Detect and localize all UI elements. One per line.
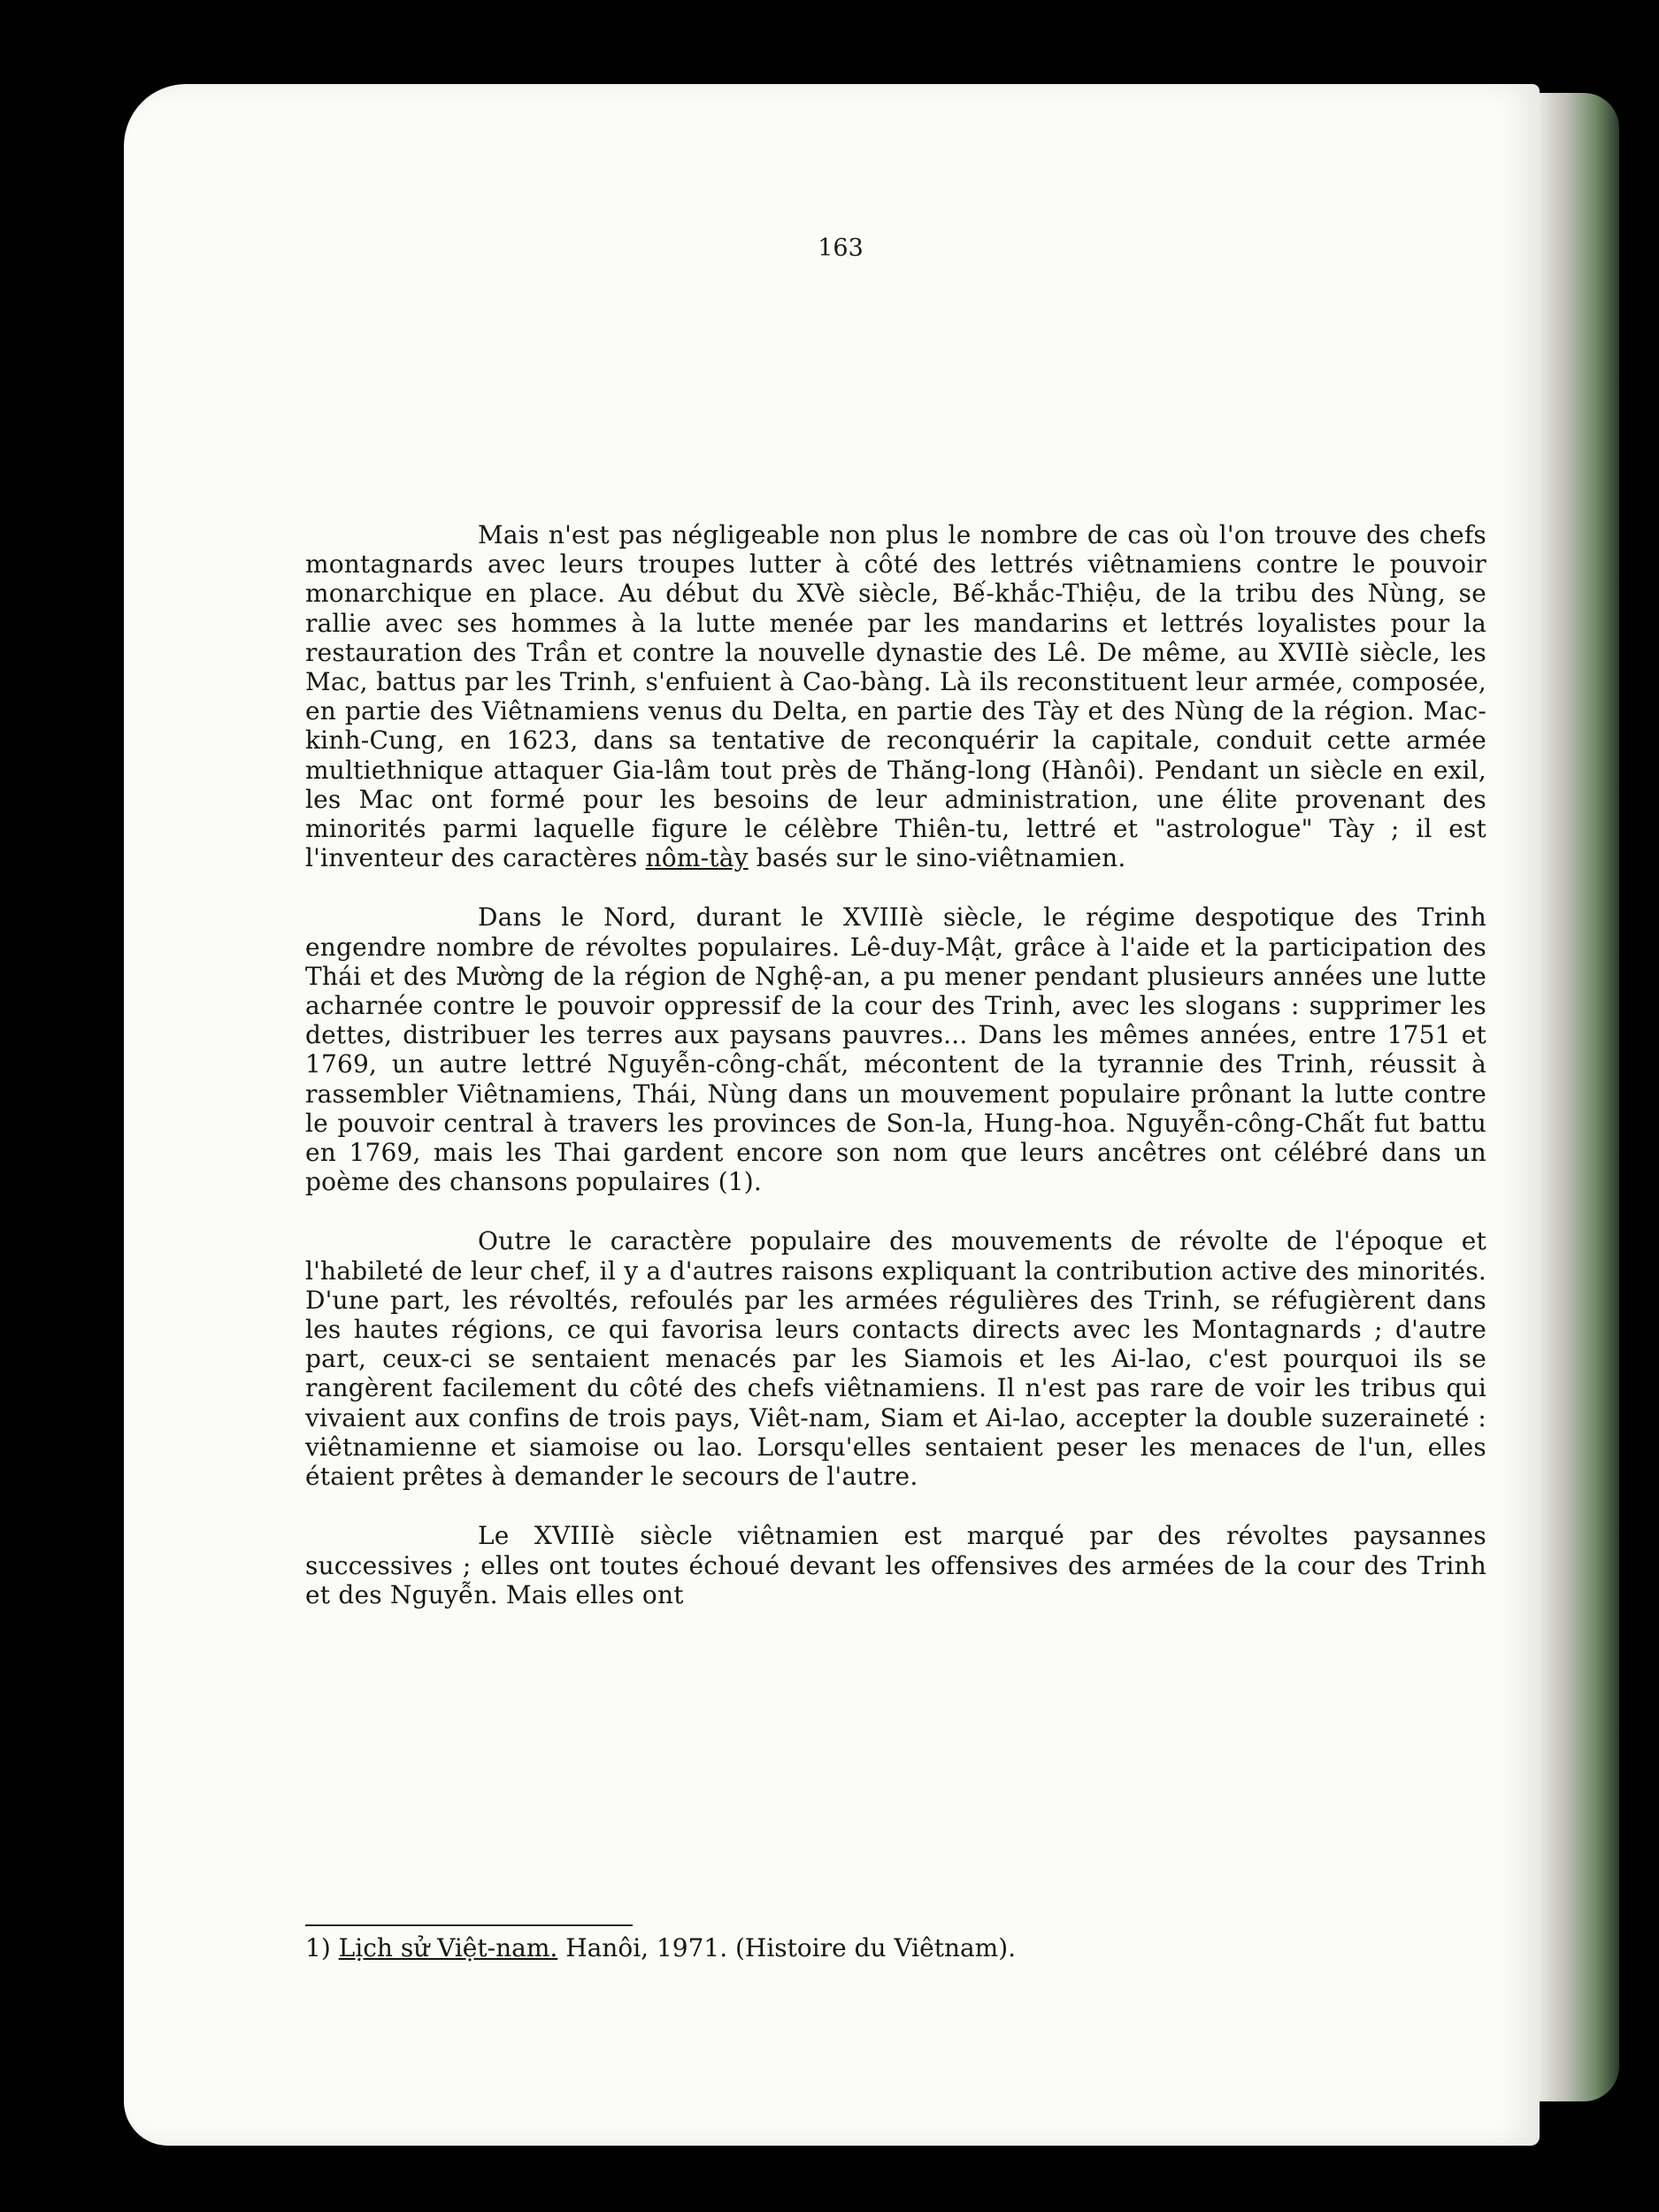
paragraph-2-text: Dans le Nord, durant le XVIIIè siècle, le régime despotique des Trinh engendre nombre de révoltes populaires. Lê-duy-Mật, grâce à l'aide et la participation des Thái et des Mường de la région de Nghệ-an, a pu mener pendant plusieurs années une lutte acharnée contre le pouvoir oppressif de la cour des Trinh, avec les slogans : supprimer les dettes, distribuer les terres aux paysans pauvres... Dans les mêmes années, entre 1751 et 1769, un autre lettré Nguyễn-công-chất, mécontent de la tyrannie des Trinh, réussit à rassembler Viêtnamiens, Thái, Nùng dans un mouvement populaire prônant la lutte contre le pouvoir central à travers les provinces de Son-la, Hung-hoa. Nguyễn-công-Chất fut battu en 1769, mais les Thai gardent encore son nom que leurs ancêtres ont célébré dans un poème des chansons populaires (1). xyxy=(305,902,1486,1197)
paragraph-1 xyxy=(305,520,1486,872)
paragraph-1-text: Mais n'est pas négligeable non plus le nombre de cas où l'on trouve des chefs montagnards avec leurs troupes lutter à côté des lettrés viêtnamiens contre le pouvoir monarchique en place. Au début du XVè siècle, Bế-khắc-Thiệu, de la tribu des Nùng, se rallie avec ses hommes à la lutte menée par les mandarins et lettrés loyalistes pour la restauration des Trần et contre la nouvelle dynastie des Lê. De même, au XVIIè siècle, les Mac, battus par les Trinh, s'enfuient à Cao-bàng. Là ils reconstituent leur armée, composée, en partie des Viêtnamiens venus du Delta, en partie des Tày et des Nùng de la région. Mac-kinh-Cung, en 1623, dans sa tentative de reconquérir la capitale, conduit cette armée multiethnique attaquer Gia-lâm tout près de Thăng-long (Hànôi). Pendant un siècle en exil, les Mac ont formé pour les besoins de leur administration, une élite provenant des minorités parmi laquelle figure le célèbre Thiên-tu, lettré et "astrologue" Tày ; il est l'inventeur des caractères xyxy=(305,520,1486,873)
body-text xyxy=(305,520,1486,1640)
paragraph-3 xyxy=(305,1226,1486,1491)
paragraph-2 xyxy=(305,902,1486,1196)
paragraph-4-text: Le XVIIIè siècle viêtnamien est marqué par des révoltes paysannes successives ; elles ont toutes échoué devant les offensives des armées de la cour des Trinh et des Nguyễn. Mais elles ont xyxy=(305,1521,1486,1609)
book-page xyxy=(124,84,1540,2146)
paragraph-4 xyxy=(305,1521,1486,1609)
footnote-title: Lịch sử Việt-nam. xyxy=(338,1933,558,1962)
footnote xyxy=(305,1933,1486,1963)
footnote-separator xyxy=(305,1924,633,1926)
page-number: 163 xyxy=(818,234,864,262)
paragraph-3-text: Outre le caractère populaire des mouvements de révolte de l'époque et l'habileté de leur chef, il y a d'autres raisons expliquant la contribution active des minorités. D'une part, les révoltés, refoulés par les armées régulières des Trinh, se réfugièrent dans les hautes régions, ce qui favorisa leurs contacts directs avec les Montagnards ; d'autre part, ceux-ci se sentaient menacés par les Siamois et les Ai-lao, c'est pourquoi ils se rangèrent facilement du côté des chefs viêtnamiens. Il n'est pas rare de voir les tribus qui vivaient aux confins de trois pays, Viêt-nam, Siam et Ai-lao, accepter la double suzeraineté : viêtnamienne et siamoise ou lao. Lorsqu'elles sentaient peser les menaces de l'un, elles étaient prêtes à demander le secours de l'autre. xyxy=(305,1226,1486,1492)
footnote-rest: Hanôi, 1971. (Histoire du Viêtnam). xyxy=(565,1933,1017,1962)
footnote-marker: 1) xyxy=(305,1933,331,1962)
paragraph-1-end: basés sur le sino-viêtnamien. xyxy=(748,843,1126,873)
underlined-term: nôm-tày xyxy=(645,843,749,873)
